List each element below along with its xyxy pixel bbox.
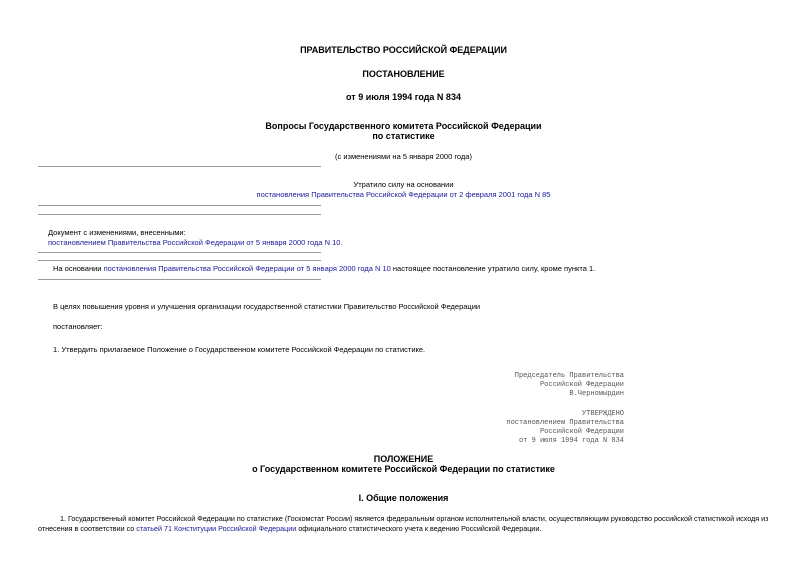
divider [38,205,321,206]
approved-line3: Российской Федерации [539,428,624,436]
divider [38,166,321,167]
doc-type-heading: ПОСТАНОВЛЕНИЕ [362,69,445,79]
signature-line2: Российской Федерации [539,381,624,389]
divider [38,279,321,280]
repeal-text: Утратило силу на основании [353,180,454,189]
repeal-link[interactable]: постановления Правительства Российской Федерации от 2 февраля 2001 года N 85 [256,190,551,199]
approved-line2: постановлением Правительства [506,419,624,427]
para1-prefix: отнесения в соответствии со [38,524,135,533]
basis-prefix: На основании [53,264,102,273]
regulation-subtitle: о Государственном комитете Российской Федерации по статистике [252,464,555,474]
date-line: от 9 июля 1994 года N 834 [346,92,461,102]
decrees-paragraph: постановляет: [53,322,103,331]
section-heading: I. Общие положения [358,493,449,503]
regulation-title: ПОЛОЖЕНИЕ [373,454,434,464]
para1-suffix: официального статистического учета к ведению Российской Федерации. [298,524,542,533]
regulation-para1-line1: 1. Государственный комитет Российской Федерации по статистике (Госкомстат России) является федеральным органом исполнительной власти, осуществляющим руководство российской статистикой исходя из [60,514,769,523]
approved-block [440,410,624,446]
doc-title-line2: по статистике [372,131,435,141]
government-heading: ПРАВИТЕЛЬСТВО РОССИЙСКОЙ ФЕДЕРАЦИИ [300,45,507,55]
signature-block [440,372,624,399]
divider [38,260,321,261]
signature-line3: В.Черномырдин [569,390,624,398]
basis-suffix: настоящее постановление утратило силу, кроме пункта 1. [392,264,596,273]
changes-label: Документ с изменениями, внесенными: [48,228,186,237]
approved-line1: УТВЕРЖДЕНО [581,410,624,418]
item1-paragraph: 1. Утвердить прилагаемое Положение о Государственном комитете Российской Федерации по статистике. [53,345,426,354]
regulation-para1-line2 [38,524,541,533]
constitution-link[interactable]: статьей 71 Конституции Российской Федерации [136,524,297,533]
signature-line1: Председатель Правительства [514,372,624,380]
divider [38,252,321,253]
changes-link-line [48,238,343,247]
divider [38,214,321,215]
amendments-note: (с изменениями на 5 января 2000 года) [335,152,472,161]
approved-line4: от 9 июля 1994 года N 834 [518,437,624,445]
repeal-link-line [0,190,807,199]
changes-link[interactable]: постановлением Правительства Российской Федерации от 5 января 2000 года N 10. [48,238,343,247]
basis-paragraph [53,264,595,273]
intro-paragraph: В целях повышения уровня и улучшения организации государственной статистики Правительство Российской Федерации [53,302,481,311]
basis-link[interactable]: постановления Правительства Российской Федерации от 5 января 2000 года N 10 [103,264,391,273]
doc-title-line1: Вопросы Государственного комитета Российской Федерации [265,121,542,131]
